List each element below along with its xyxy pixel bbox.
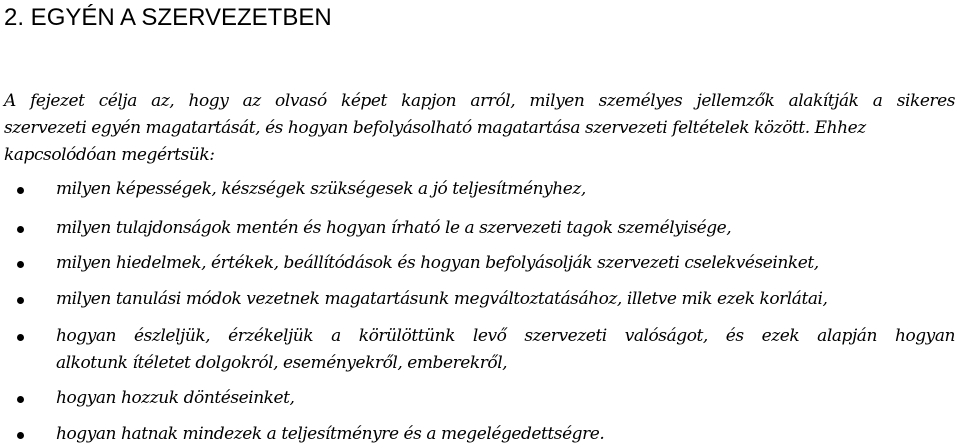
- bullet-dot-icon: [17, 432, 24, 439]
- bullet-dot-icon: [17, 187, 24, 194]
- section-heading: 2. EGYÉN A SZERVEZETBEN: [4, 4, 332, 31]
- bullet-line: milyen képességek, készségek szükségesek a jó teljesítményhez,: [56, 179, 586, 199]
- bullet-line: milyen tanulási módok vezetnek magatartásunk megváltoztatásához, illetve mik ezek korlátai,: [56, 289, 828, 309]
- bullet-line: hogyan hozzuk döntéseinket,: [56, 388, 295, 408]
- bullet-line: hogyan észleljük, érzékeljük a körülöttünk levő szervezeti valóságot, és ezek alapján hogyan: [56, 326, 955, 346]
- intro-line: kapcsolódóan megértsük:: [4, 145, 215, 165]
- bullet-line: alkotunk ítéletet dolgokról, eseményekről, emberekről,: [56, 353, 508, 373]
- bullet-line: hogyan hatnak mindezek a teljesítményre és a megelégedettségre.: [56, 424, 605, 444]
- bullet-dot-icon: [17, 396, 24, 403]
- bullet-line: milyen hiedelmek, értékek, beállítódások és hogyan befolyásolják szervezeti cselekvéseinket,: [56, 253, 819, 273]
- bullet-text: [56, 385, 955, 412]
- intro-paragraph: [4, 88, 955, 169]
- bullet-text: [56, 250, 955, 277]
- intro-line: A fejezet célja az, hogy az olvasó képet kapjon arról, milyen személyes jellemzők alakítják a sikeres: [4, 91, 955, 111]
- bullet-dot-icon: [17, 261, 24, 268]
- bullet-text: [56, 421, 955, 448]
- bullet-text: [56, 286, 955, 313]
- bullet-dot-icon: [17, 297, 24, 304]
- bullet-text: [56, 215, 955, 242]
- bullet-dot-icon: [17, 334, 24, 341]
- intro-line: szervezeti egyén magatartását, és hogyan befolyásolható magatartása szervezeti feltételek között. Ehhez: [4, 118, 866, 138]
- bullet-text: [56, 176, 955, 203]
- bullet-line: milyen tulajdonságok mentén és hogyan írható le a szervezeti tagok személyisége,: [56, 218, 732, 238]
- bullet-text: [56, 323, 955, 377]
- bullet-dot-icon: [17, 226, 24, 233]
